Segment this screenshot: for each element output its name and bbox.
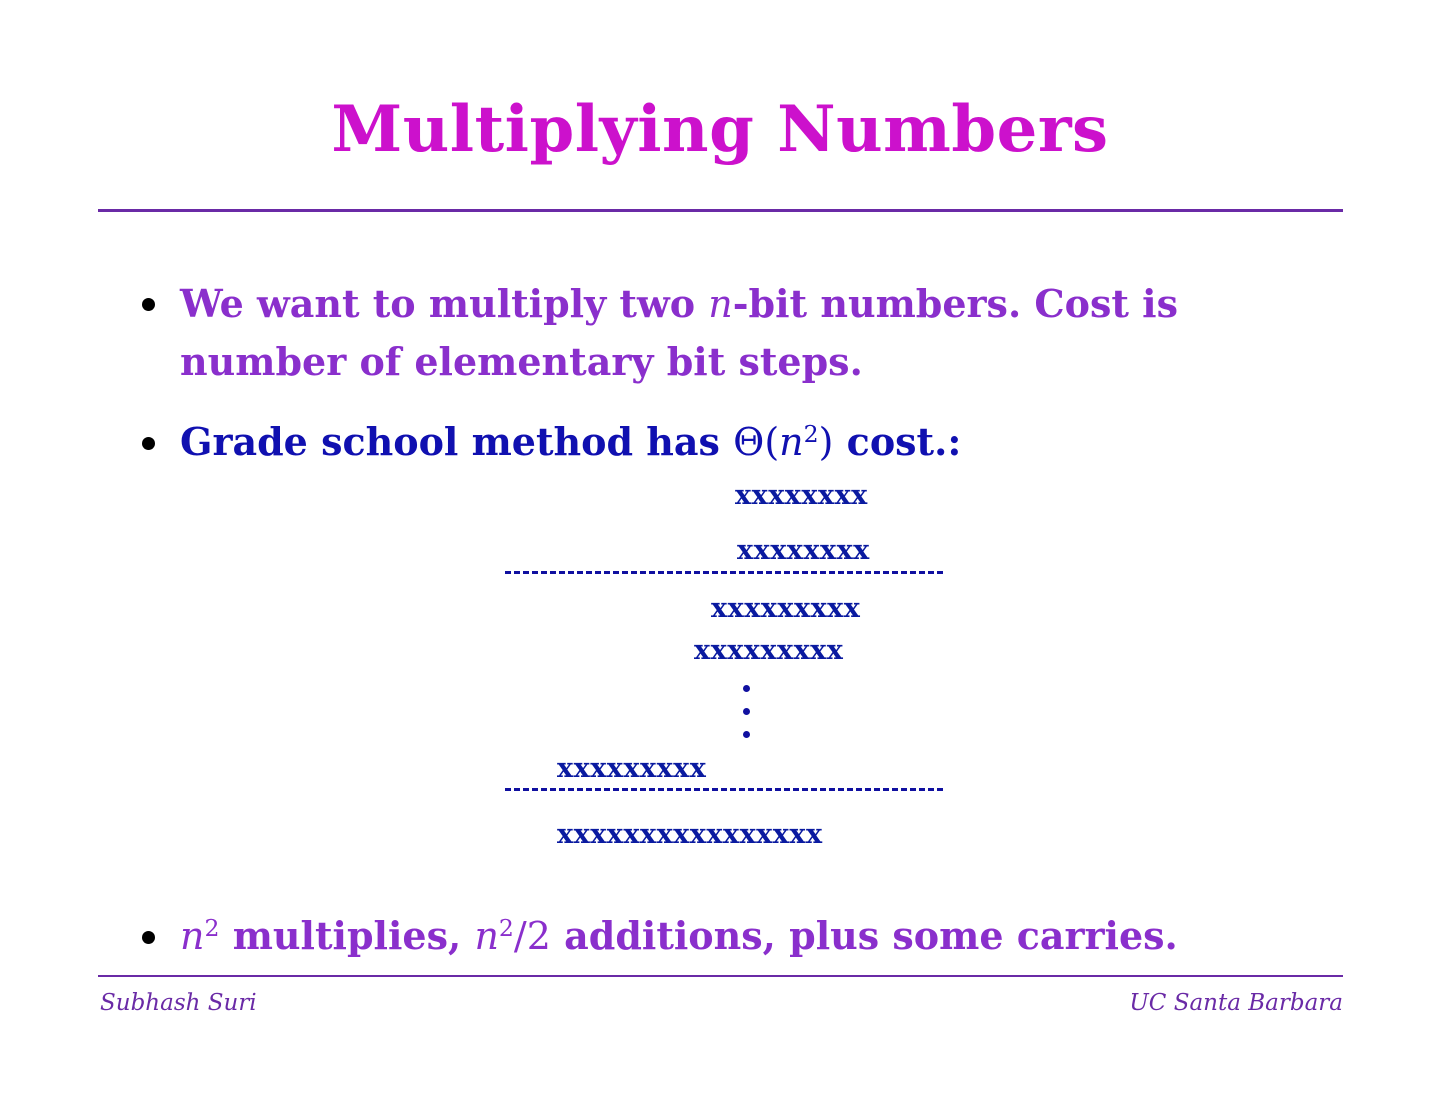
ellipsis-dot xyxy=(743,731,750,738)
partial-product-row: xxxxxxxxx xyxy=(711,593,861,624)
partial-product-row: xxxxxxxxx xyxy=(557,753,707,784)
partial-product-row: xxxxxxxxx xyxy=(694,635,844,666)
footer-institution: UC Santa Barbara xyxy=(1129,990,1343,1016)
ellipsis-dot xyxy=(743,685,750,692)
footer-divider xyxy=(98,975,1343,977)
slide-title: Multiplying Numbers xyxy=(331,92,1109,167)
bullet-2-text: Grade school method has $\Theta(n^2)$ cost.: xyxy=(180,419,962,464)
footer-author: Subhash Suri xyxy=(100,990,257,1016)
dashed-divider xyxy=(505,788,943,791)
bullet-marker xyxy=(142,298,155,311)
ellipsis-dot xyxy=(743,708,750,715)
dashed-divider xyxy=(505,571,943,574)
bullet-3-text: $n^2$ multiplies, $n^2/2$ additions, plus some carries. xyxy=(180,913,1178,958)
multiplier-row: xxxxxxxx xyxy=(737,535,870,566)
bullet-marker xyxy=(142,437,155,450)
bullet-marker xyxy=(142,931,155,944)
multiplicand-row: xxxxxxxx xyxy=(735,480,868,511)
result-row: xxxxxxxxxxxxxxxx xyxy=(557,819,823,850)
bullet-1-text xyxy=(180,275,1300,391)
title-divider xyxy=(98,209,1343,212)
bullet-1-line-2: number of elementary bit steps. xyxy=(180,339,863,384)
bullet-1-line-1: We want to multiply two n-bit numbers. Cost is xyxy=(180,281,1179,326)
